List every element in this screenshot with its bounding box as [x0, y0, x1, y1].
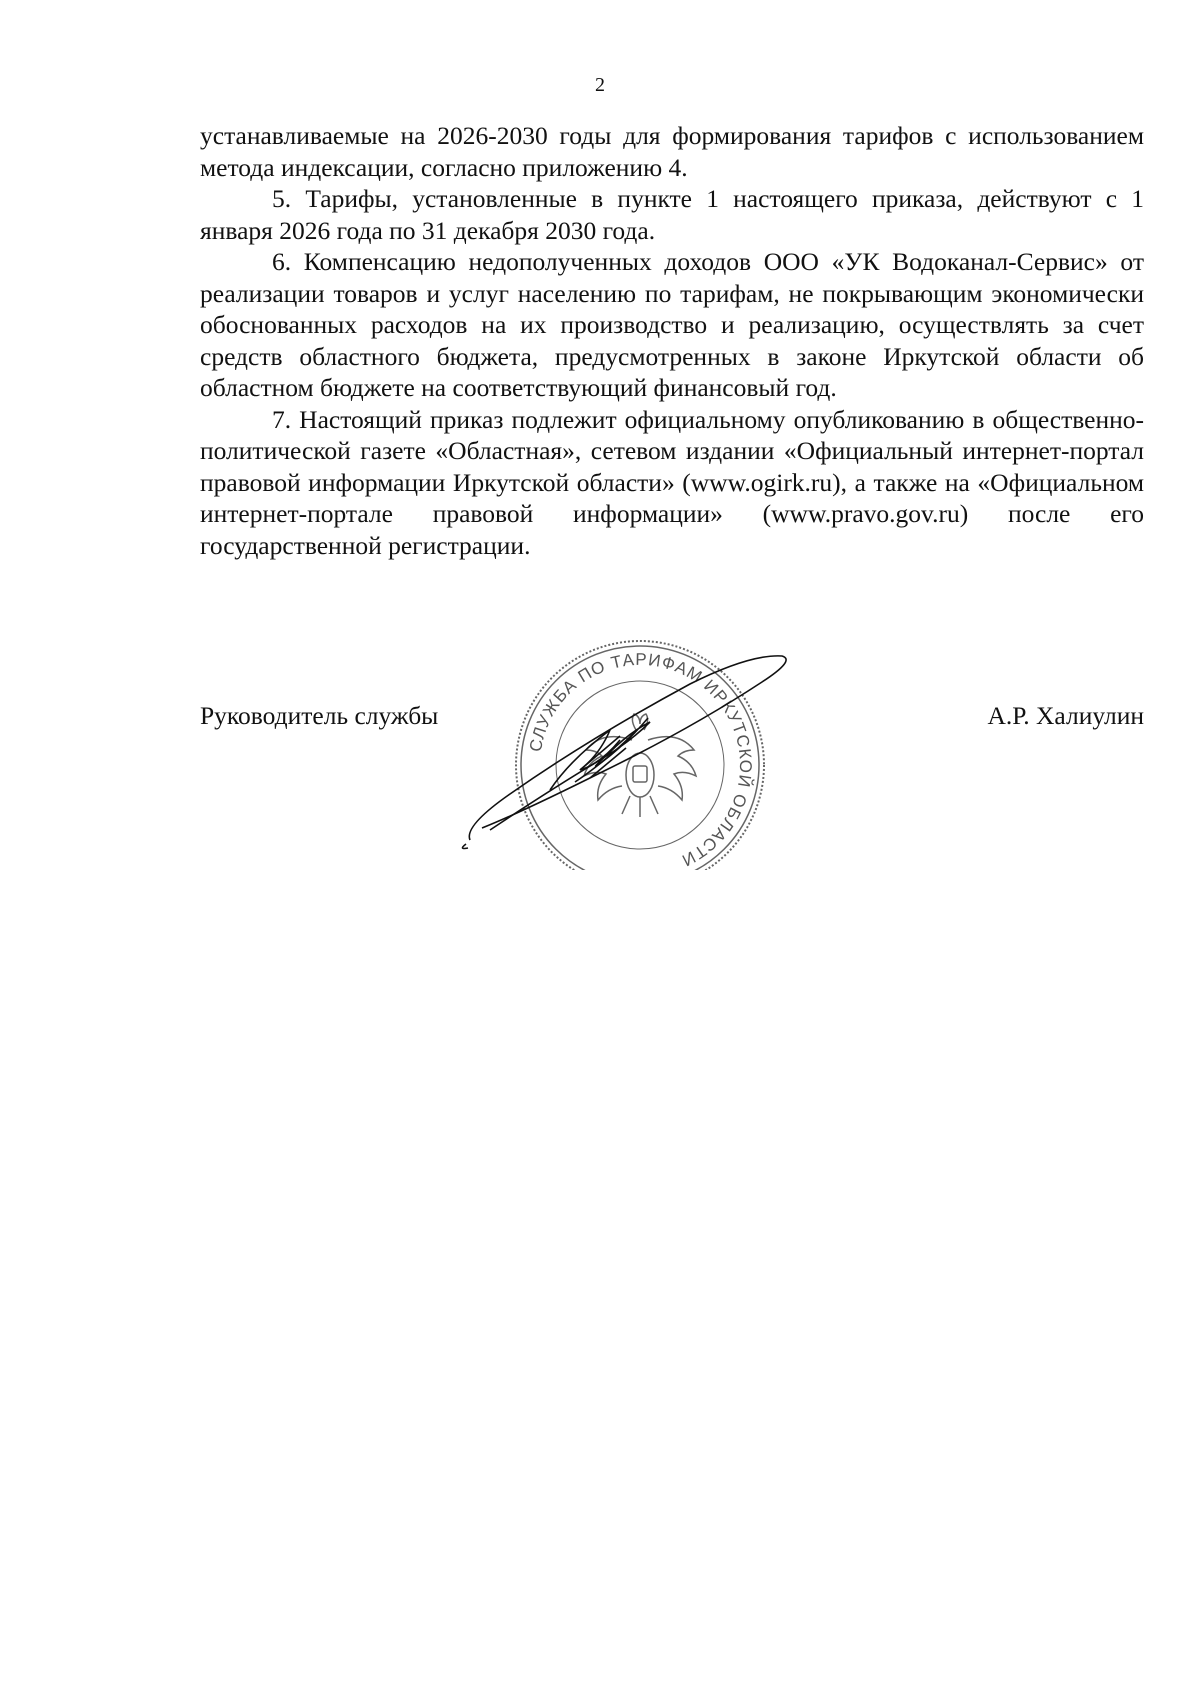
document-body [200, 120, 1144, 561]
paragraph-item-6: 6. Компенсацию недополученных доходов ООО «УК Водоканал-Сервис» от реализации товаров и услуг населению по тарифам, не покрывающим экономически обоснованных расходов на их производство и реализацию, осуществлять за счет средств областного бюджета, предусмотренных в законе Иркутской области об областном бюджете на соответствующий финансовый год. [200, 247, 1144, 402]
page-number: 2 [595, 74, 605, 96]
paragraph-continuation: устанавливаемые на 2026-2030 годы для формирования тарифов с использованием метода индексации, согласно приложению 4. [200, 121, 1144, 182]
paragraph-item-7: 7. Настоящий приказ подлежит официальному опубликованию в общественно-политической газете «Областная», сетевом издании «Официальный интернет-портал правовой информации Иркутской области» (www.ogirk.ru), а также на «Официальном интернет-портале правовой информации» (www.pravo.gov.ru) после его государственной регистрации. [200, 404, 1144, 560]
signatory-position: Руководитель службы [200, 701, 439, 730]
official-seal [460, 630, 820, 870]
seal-with-signature-image [460, 630, 820, 870]
signatory-name: А.Р. Халиулин [987, 701, 1144, 730]
paragraph-item-5: 5. Тарифы, установленные в пункте 1 настоящего приказа, действуют с 1 января 2026 года по 31 декабря 2030 года. [200, 184, 1144, 245]
eagle-emblem-icon [584, 714, 696, 817]
seal-ring-text: СЛУЖБА ПО ТАРИФАМ ИРКУТСКОЙ ОБЛАСТИ [525, 649, 756, 870]
